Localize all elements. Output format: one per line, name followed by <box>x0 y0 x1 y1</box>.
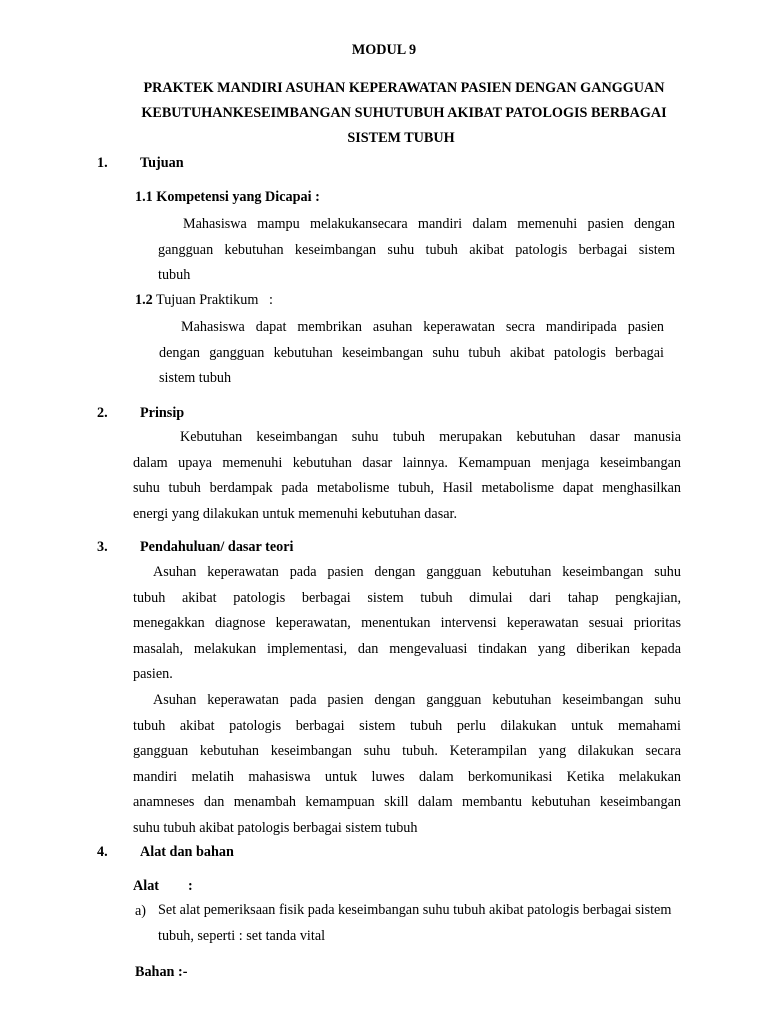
text-line: pasien. <box>133 666 173 682</box>
module-title: MODUL 9 <box>351 42 417 58</box>
text-line: energi yang dilakukan untuk memenuhi kebutuhan dasar. <box>133 505 457 522</box>
text-line: Asuhan keperawatan pada pasien dengan gangguan kebutuhan keseimbangan suhu <box>153 692 681 708</box>
alat-colon: : <box>188 878 193 894</box>
text-line: Asuhan keperawatan pada pasien dengan gangguan kebutuhan keseimbangan suhu <box>153 564 681 580</box>
text-line: tubuh <box>158 267 191 283</box>
main-title-line-2: KEBUTUHANKESEIMBANGAN SUHUTUBUH AKIBAT PATOLOGIS BERBAGAI <box>141 105 667 121</box>
text-line: Mahasiswa mampu melakukansecara mandiri dalam memenuhi pasien dengan <box>183 216 675 232</box>
text-line: tubuh akibat patologis berbagai sistem tubuh dimulai dari tahap pengkajian, <box>133 589 681 606</box>
text-line: suhu tubuh berdampak pada metabolisme tubuh, Hasil metabolisme dapat menghasilkan <box>133 480 681 496</box>
text-line: gangguan kebutuhan keseimbangan suhu tubuh akibat patologis berbagai sistem <box>158 241 675 258</box>
section-1-number: 1. <box>97 155 108 171</box>
text-line: dalam upaya memenuhi kebutuhan dasar lainnya. Kemampuan menjaga keseimbangan <box>133 454 681 471</box>
section-4-number: 4. <box>97 844 108 860</box>
alat-label: Alat <box>133 878 160 894</box>
subsection-1-2-body <box>159 315 664 392</box>
text-line: suhu tubuh akibat patologis berbagai sistem tubuh <box>133 819 418 836</box>
list-marker-a: a) <box>135 903 147 919</box>
bahan-label: Bahan :- <box>135 964 188 980</box>
text-line: sistem tubuh <box>159 370 232 386</box>
main-title-line-3: SISTEM TUBUH <box>347 130 455 146</box>
text-line: tubuh, seperti : set tanda vital <box>158 927 326 944</box>
text-line: masalah, melakukan implementasi, dan mengevaluasi tindakan yang diberikan kepada <box>133 640 681 657</box>
section-3-paragraph-1 <box>133 560 681 688</box>
subsection-1-1-heading: 1.1 Kompetensi yang Dicapai : <box>135 189 320 205</box>
section-3-paragraph-2 <box>133 688 681 841</box>
subsection-1-2-heading <box>135 292 273 309</box>
section-2-title: Prinsip <box>140 405 185 421</box>
text-line: gangguan kebutuhan keseimbangan suhu tubuh. Keterampilan yang dilakukan secara <box>133 743 681 759</box>
text-line: anamneses dan menambah kemampuan skill dalam membantu kebutuhan keseimbangan <box>133 794 681 810</box>
text-line: menegakkan diagnose keperawatan, menentukan intervensi keperawatan sesuai prioritas <box>133 615 681 631</box>
section-2-number: 2. <box>97 405 108 421</box>
section-1-title: Tujuan <box>140 155 184 171</box>
section-4-title: Alat dan bahan <box>140 844 234 860</box>
subsection-1-2-label: Tujuan Praktikum : <box>152 292 273 308</box>
list-item-a <box>158 898 723 949</box>
subsection-1-1-body <box>158 212 675 289</box>
text-line: Kebutuhan keseimbangan suhu tubuh merupakan kebutuhan dasar manusia <box>180 429 681 445</box>
text-line: Mahasiswa dapat membrikan asuhan keperawatan secra mandiripada pasien <box>181 319 664 335</box>
text-line: dengan gangguan kebutuhan keseimbangan suhu tubuh akibat patologis berbagai <box>159 344 664 361</box>
text-line: Set alat pemeriksaan fisik pada keseimbangan suhu tubuh akibat patologis berbagai sistem <box>158 902 672 918</box>
text-line: mandiri melatih mahasiswa untuk luwes dalam berkomunikasi Ketika melakukan <box>133 768 681 785</box>
section-3-title: Pendahuluan/ dasar teori <box>140 539 294 555</box>
main-title-line-1: PRAKTEK MANDIRI ASUHAN KEPERAWATAN PASIEN DENGAN GANGGUAN <box>143 80 665 96</box>
text-line: tubuh akibat patologis berbagai sistem tubuh perlu dilakukan untuk memahami <box>133 717 681 734</box>
subsection-1-2-number: 1.2 <box>135 292 153 308</box>
section-2-body <box>133 425 681 527</box>
section-3-number: 3. <box>97 539 108 555</box>
